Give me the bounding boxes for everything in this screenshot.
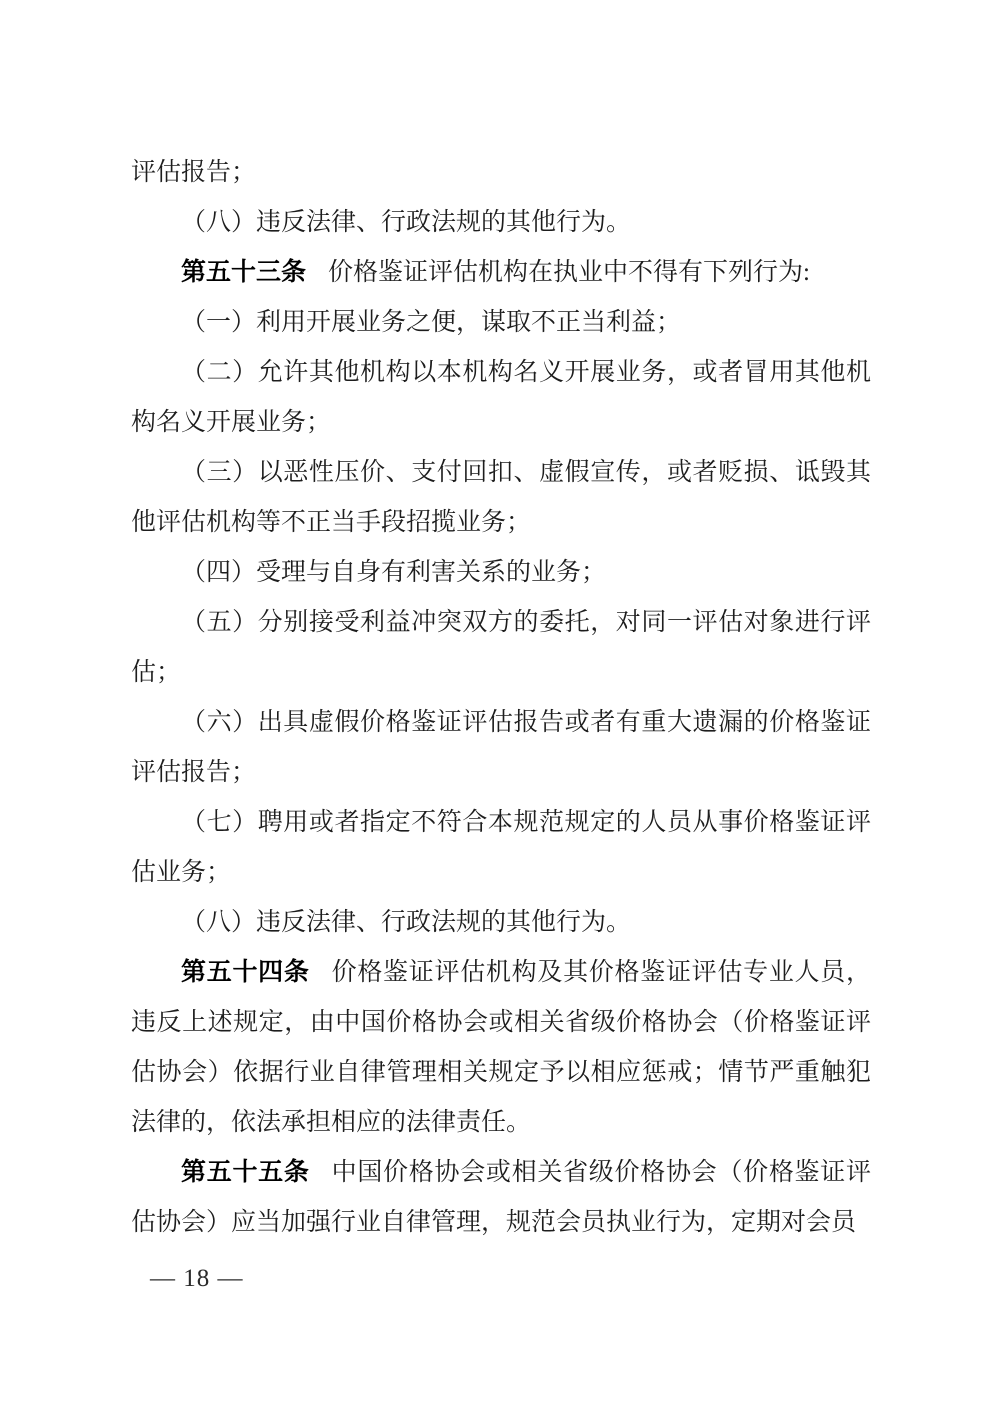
paragraph-item-6 bbox=[131, 698, 871, 798]
paragraph-item-5 bbox=[131, 598, 871, 698]
article-number: 第五十四条 bbox=[181, 959, 310, 986]
paragraph-text: （三）以恶性压价、支付回扣、虚假宣传，或者贬损、诋毁其他评估机构等不正当手段招揽业务； bbox=[131, 459, 871, 536]
page-footer bbox=[150, 1264, 244, 1294]
paragraph-item-1 bbox=[131, 298, 871, 348]
paragraph-text: （四）受理与自身有利害关系的业务； bbox=[181, 559, 607, 586]
paragraph-article-55 bbox=[131, 1148, 871, 1248]
paragraph-item-8b bbox=[131, 898, 871, 948]
paragraph-text: （一）利用开展业务之便，谋取不正当利益； bbox=[181, 309, 682, 336]
paragraph-article-54 bbox=[131, 948, 871, 1148]
paragraph-text: （七）聘用或者指定不符合本规范规定的人员从事价格鉴证评估业务； bbox=[131, 809, 871, 886]
paragraph-text: 评估报告； bbox=[131, 159, 257, 186]
article-body: 价格鉴证评估机构及其价格鉴证评估专业人员，违反上述规定，由中国价格协会或相关省级价格协会（价格鉴证评估协会）依据行业自律管理相关规定予以相应惩戒；情节严重触犯法律的，依法承担相应的法律责任。 bbox=[131, 959, 871, 1136]
document-text-block bbox=[131, 148, 871, 1248]
paragraph-item-7 bbox=[131, 798, 871, 898]
article-number: 第五十五条 bbox=[181, 1159, 310, 1186]
article-body: 中国价格协会或相关省级价格协会（价格鉴证评估协会）应当加强行业自律管理，规范会员执业行为，定期对会员 bbox=[131, 1159, 871, 1236]
paragraph-text: （六）出具虚假价格鉴证评估报告或者有重大遗漏的价格鉴证评估报告； bbox=[131, 709, 871, 786]
paragraph-text: （八）违反法律、行政法规的其他行为。 bbox=[181, 209, 632, 236]
article-number: 第五十三条 bbox=[181, 259, 307, 286]
paragraph-item-3 bbox=[131, 448, 871, 548]
paragraph-item-2 bbox=[131, 348, 871, 448]
paragraph-text: （二）允许其他机构以本机构名义开展业务，或者冒用其他机构名义开展业务； bbox=[131, 359, 871, 436]
article-body: 价格鉴证评估机构在执业中不得有下列行为: bbox=[328, 259, 810, 286]
paragraph-article-53 bbox=[131, 248, 871, 298]
paragraph-text: （八）违反法律、行政法规的其他行为。 bbox=[181, 909, 632, 936]
paragraph-text: （五）分别接受利益冲突双方的委托，对同一评估对象进行评估； bbox=[131, 609, 871, 686]
page-number: — 18 — bbox=[150, 1265, 244, 1292]
paragraph-item-4 bbox=[131, 548, 871, 598]
paragraph-item-8a bbox=[131, 198, 871, 248]
paragraph-continuation bbox=[131, 148, 871, 198]
